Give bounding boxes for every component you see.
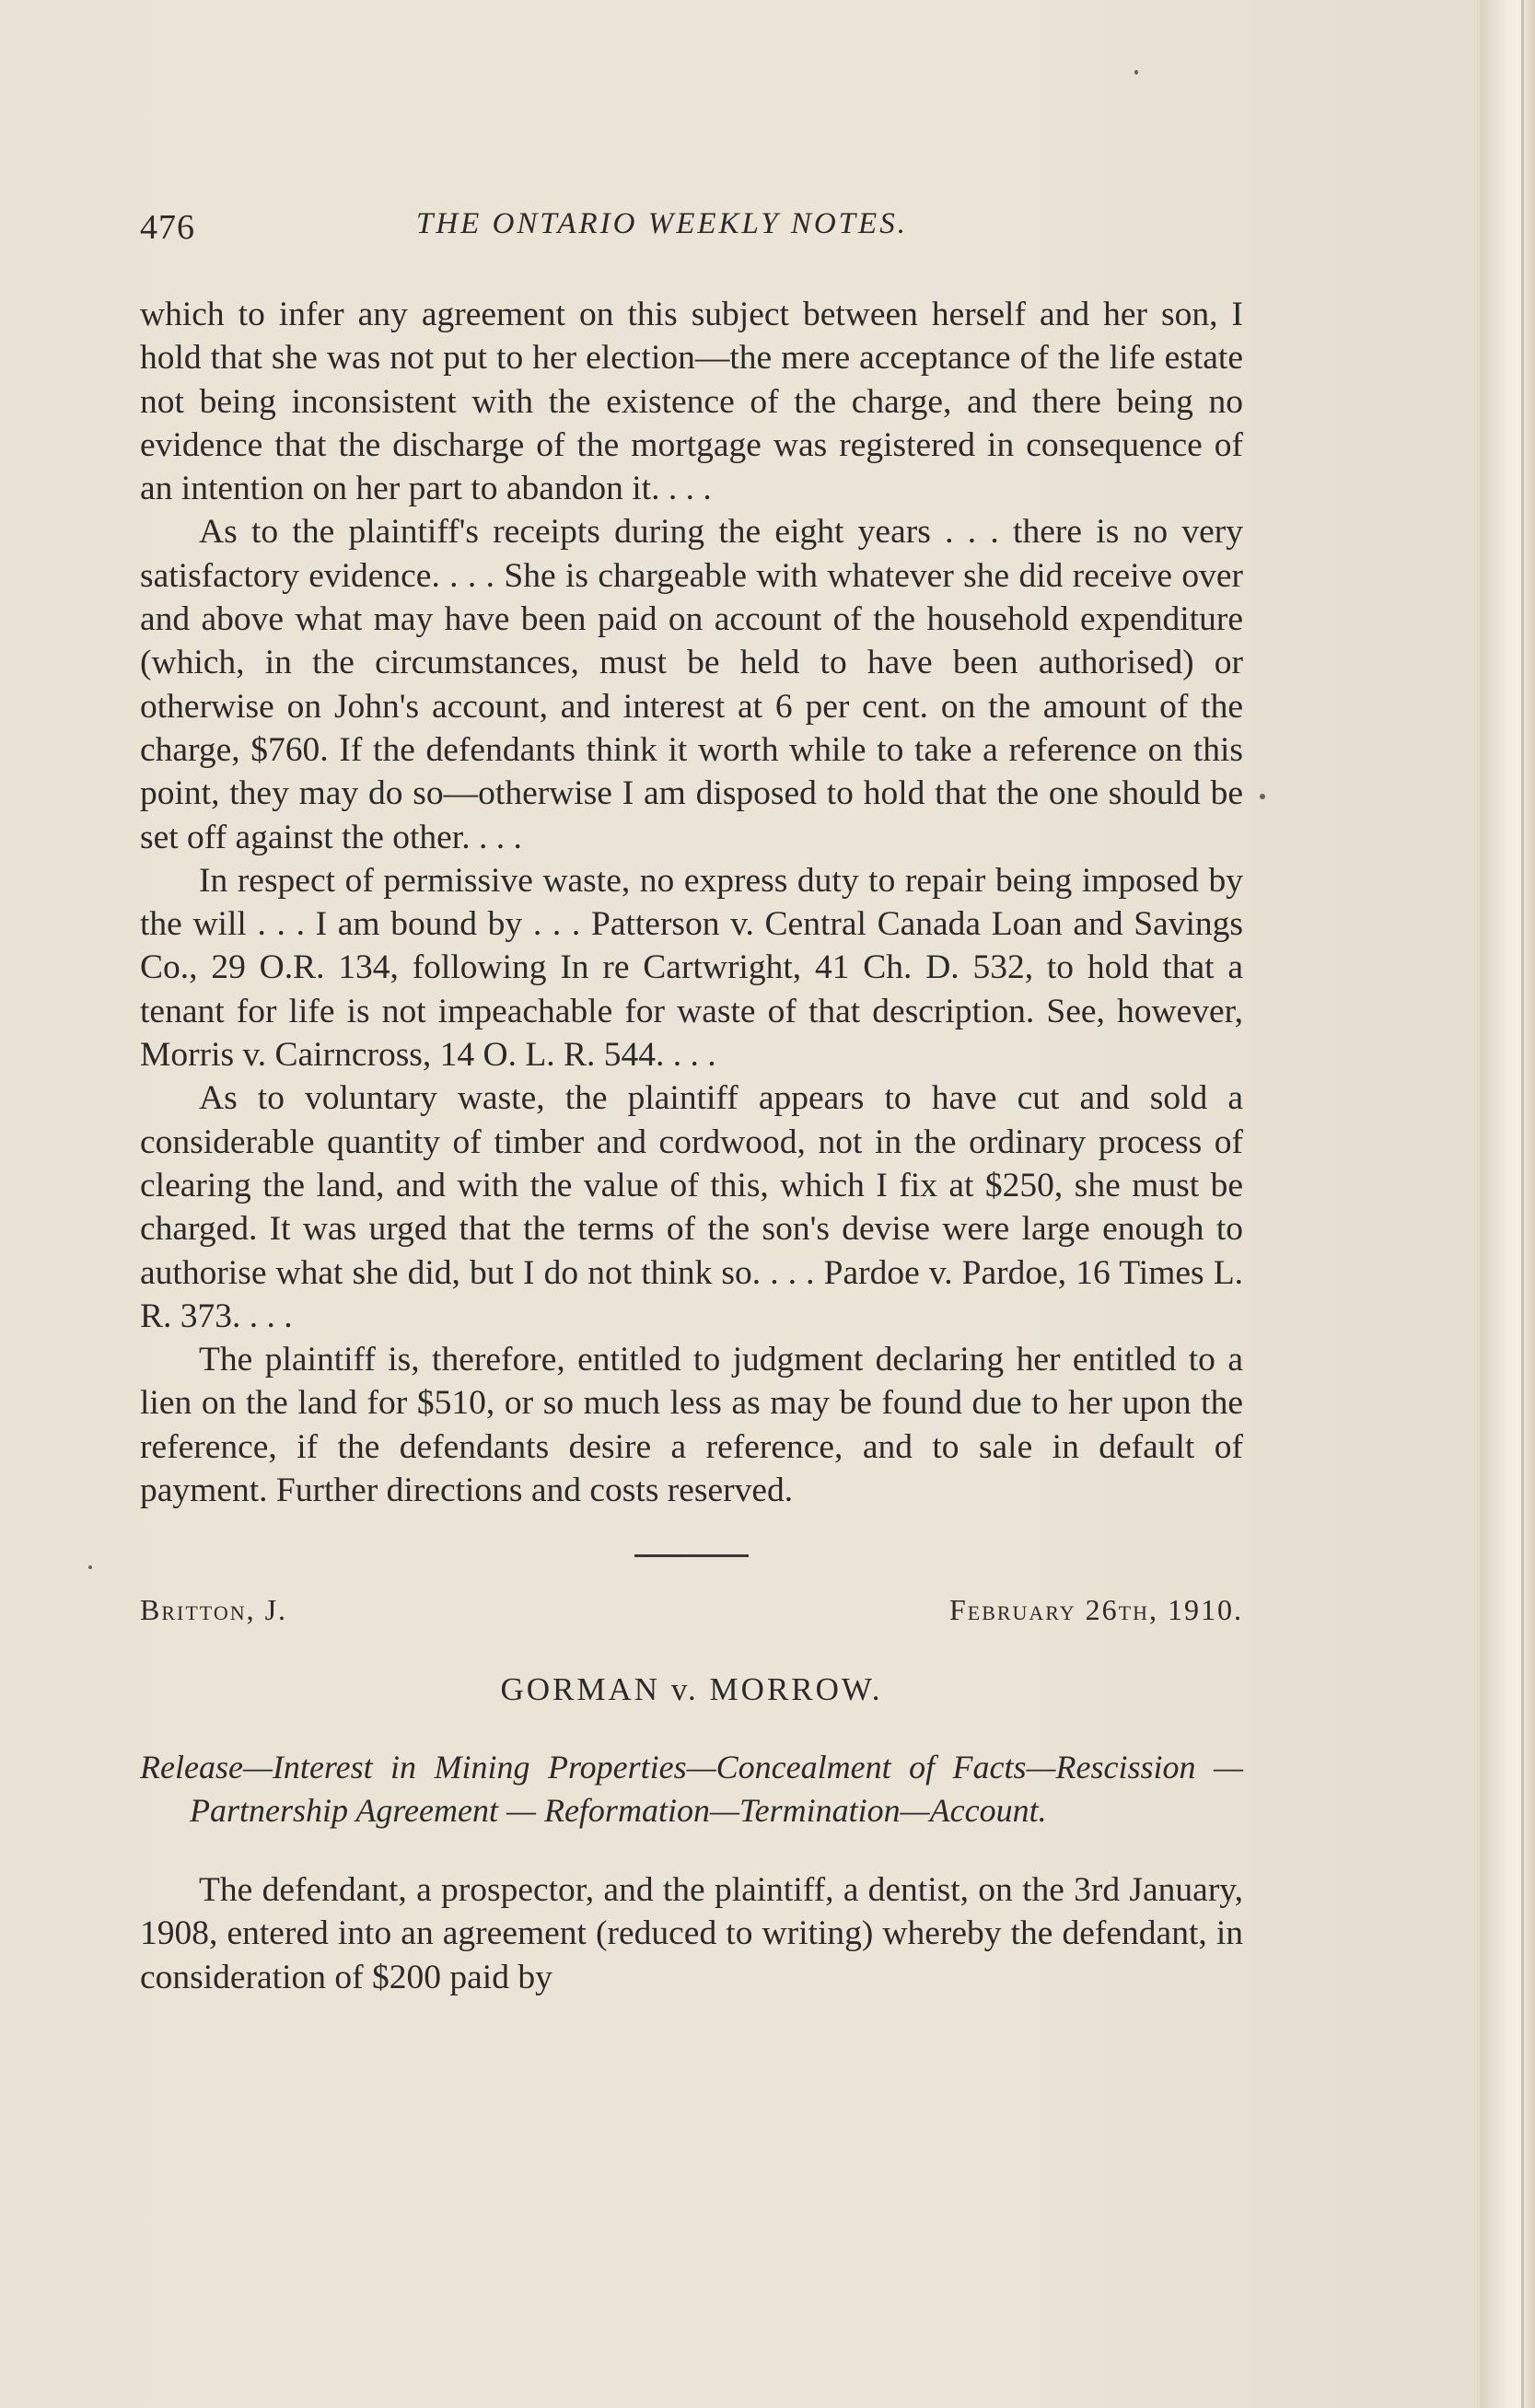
paragraph-5: The plaintiff is, therefore, entitled to judgment declaring her entitled to a lien on the land for $510, or so much less as may be found due to her upon the reference, if the defendants desire a reference, and to sale in default of payment. Further directions and costs reserved. [140,1341,1243,1510]
paragraph-4: As to voluntary waste, the plaintiff appears to have cut and sold a considerable quantity of timber and cordwood, not in the ordinary process of clearing the land, and with the value of this, which I fix at $250, she must be charged. It was urged that the terms of the son's devise were large enough to authorise what she did, but I do not think so. . . . Pardoe v. Pardoe, 16 Times L. R. 373. . . . [140,1079,1243,1335]
page-number: 476 [140,208,195,247]
body-text [140,293,1243,1999]
case-opening-paragraph: The defendant, a prospector, and the plaintiff, a dentist, on the 3rd January, 1908, entered into an agreement (reduced to writing) whereby the defendant, in consideration of $200 paid by [140,1870,1243,1996]
case-byline [140,1588,1243,1632]
case-title: GORMAN v. MORROW. [500,1670,883,1707]
paragraph-3: In respect of permissive waste, no express duty to repair being imposed by the will . . . I am bound by . . . Patterson v. Central Canada Loan and Savings Co., 29 O.R. 134, following In re Cartwright, 41 Ch. D. 532, to hold that a tenant for life is not impeachable for waste of that description. See, however, Morris v. Cairncross, 14 O. L. R. 544. . . . [140,861,1243,1075]
ink-speck [88,1565,92,1569]
running-head: THE ONTARIO WEEKLY NOTES. [416,207,908,240]
paragraph-2: As to the plaintiff's receipts during the eight years . . . there is no very satisfactory evidence. . . . She is chargeable with whatever she did receive over and above what may have been paid on account of the household expenditure (which, in the circumstances, must be held to have been authorised) or otherwise on John's account, and interest at 6 per cent. on the amount of the charge, $760. If the defendants think it worth while to take a reference on this point, they may do so—otherwise I am disposed to hold that the one should be set off against the other. . . . [140,513,1243,856]
ink-speck [1134,70,1138,75]
ink-speck [1260,794,1265,799]
paragraph-1: which to infer any agreement on this subject between herself and her son, I hold that she was not put to her election—the mere acceptance of the life estate not being inconsistent with the existence of the charge, and there being no evidence that the discharge of the mortgage was registered in consequence of an intention on her part to abandon it. . . . [140,296,1243,508]
judgment-date: February 26th, 1910. [948,1593,1243,1627]
book-spine [1480,0,1535,2408]
spine-edge [1521,0,1524,2408]
judge-name: Britton, J. [140,1593,288,1627]
page-header [140,198,1245,253]
section-divider [634,1554,749,1557]
case-headnote: Release—Interest in Mining Properties—Concealment of Facts—Rescission — Partnership Agreement — Reformation—Termination—Account. [140,1748,1243,1830]
